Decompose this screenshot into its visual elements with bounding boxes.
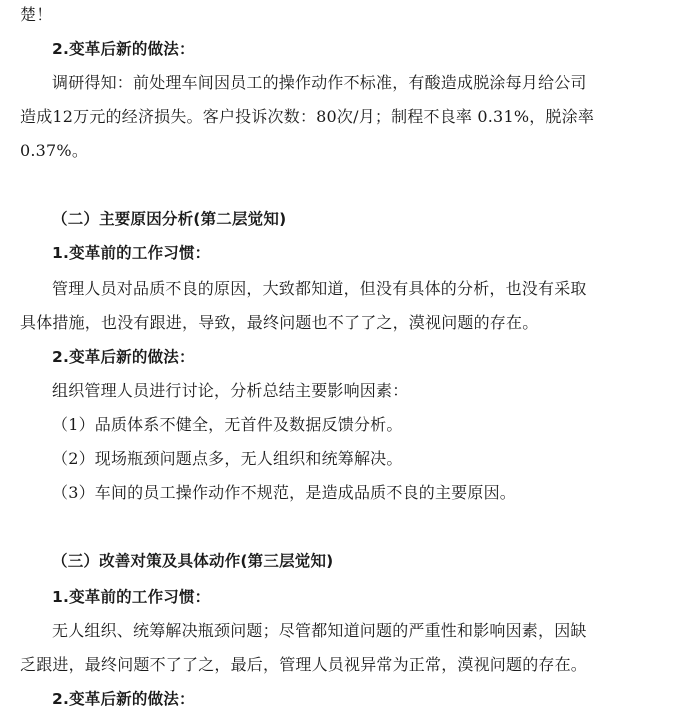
subheading: 1.变革前的工作习惯： (52, 588, 211, 606)
text-line: 楚！ (20, 5, 53, 24)
paragraph-line: 0.37%。 (20, 141, 89, 160)
subheading: 2.变革后新的做法： (52, 690, 195, 708)
paragraph-line: 调研得知：前处理车间因员工的操作动作不标准，有酸造成脱涂每月给公司 (52, 73, 587, 92)
subheading: 2.变革后新的做法： (52, 348, 195, 366)
subheading: 2.变革后新的做法： (52, 40, 195, 58)
list-item: （1）品质体系不健全，无首件及数据反馈分析。 (52, 415, 403, 434)
paragraph-line: 乏跟进，最终问题不了了之，最后，管理人员视异常为正常，漠视问题的存在。 (20, 655, 588, 674)
subheading: 1.变革前的工作习惯： (52, 244, 211, 262)
list-item: （3）车间的员工操作动作不规范，是造成品质不良的主要原因。 (52, 483, 516, 502)
list-item: （2）现场瓶颈问题点多，无人组织和统筹解决。 (52, 449, 403, 468)
paragraph-line: 组织管理人员进行讨论，分析总结主要影响因素： (52, 381, 409, 400)
section-heading: （三）改善对策及具体动作(第三层觉知) (52, 552, 334, 570)
paragraph-line: 无人组织、统筹解决瓶颈问题；尽管都知道问题的严重性和影响因素，因缺 (52, 621, 587, 640)
paragraph-line: 具体措施，也没有跟进，导致，最终问题也不了了之，漠视问题的存在。 (20, 313, 539, 332)
paragraph-line: 造成12万元的经济损失。客户投诉次数：80次/月；制程不良率 0.31%，脱涂率 (20, 107, 595, 126)
section-heading: （二）主要原因分析(第二层觉知) (52, 210, 287, 228)
paragraph-line: 管理人员对品质不良的原因，大致都知道，但没有具体的分析，也没有采取 (52, 279, 587, 298)
